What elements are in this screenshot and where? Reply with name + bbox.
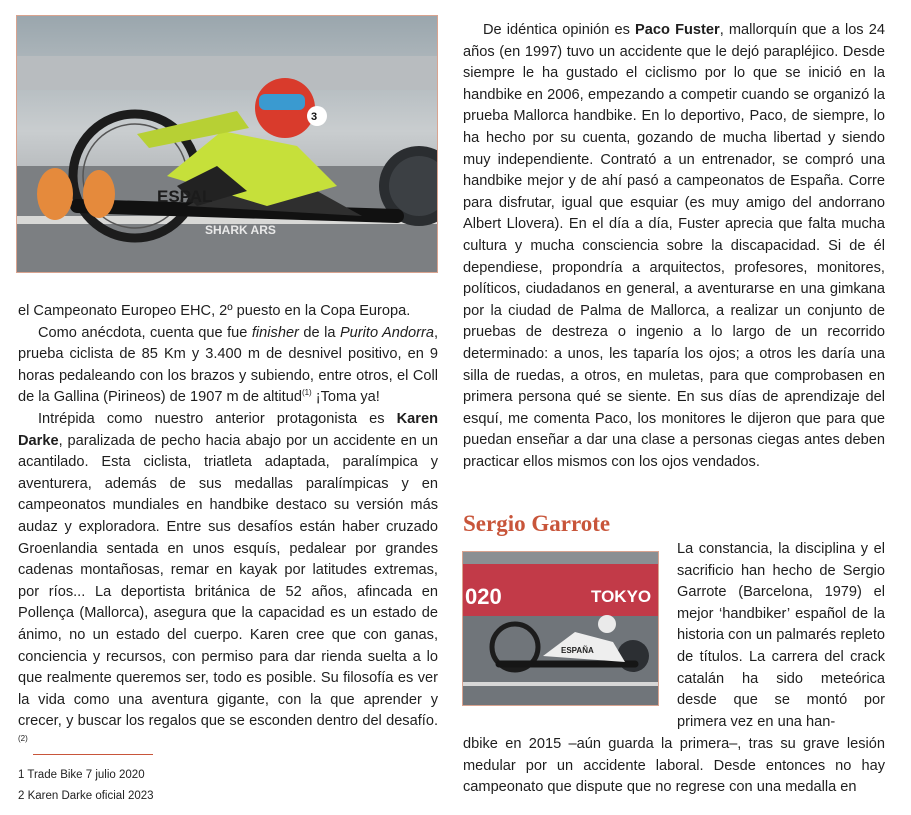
- photo-handbike-racer: [16, 15, 438, 273]
- footnote-2: 2 Karen Darke oficial 2023: [18, 790, 154, 802]
- anecdote-text-a: Como anécdota, cuenta que fue: [38, 324, 252, 341]
- left-paragraph-karen: [18, 409, 438, 755]
- section-heading-sergio-garrote: Sergio Garrote: [463, 511, 611, 536]
- anecdote-text-d: ¡Toma ya!: [311, 389, 380, 406]
- right-paragraph-paco: [463, 20, 885, 473]
- anecdote-finisher: finisher: [251, 324, 299, 341]
- photo-handbike-racer-illustration: [17, 16, 437, 272]
- anecdote-text-c: , prueba ciclista de 85 Km y 3.400 m de desnivel positivo, en 9 horas pedaleando con los brazos y subiendo, entre otros, el Coll de la Gallina (Pirineos) de 1907 m de altitud: [18, 324, 438, 406]
- sergio-wrap-text: [677, 539, 885, 733]
- footnote-ref-1: (1): [301, 388, 312, 398]
- footnotes: [18, 765, 154, 807]
- anecdote-text-b: de la: [298, 324, 340, 341]
- photo-jersey-country: ESPAÑA: [561, 646, 594, 655]
- footnote-ref-2: (2): [18, 734, 28, 744]
- photo-frame-brand: SHARK ARS: [205, 223, 276, 237]
- karen-name: Karen Darke: [18, 410, 438, 449]
- footnote-1: 1 Trade Bike 7 julio 2020: [18, 769, 145, 781]
- photo-banner-city: TOKYO: [591, 587, 652, 606]
- left-paragraph-anecdote: [18, 323, 438, 409]
- sergio-paragraph-bottom: dbike en 2015 –aún guarda la primera–, tras su grave lesión medular por un accidente laboral. Desde entonces no hay campeonato que dispute que no regrese con una medalla en: [463, 736, 885, 796]
- left-paragraph-0: el Campeonato Europeo EHC, 2º puesto en la Copa Europa.: [18, 303, 411, 319]
- paco-text-b: , mallorquín que a los 24 años (en 1997) tuvo un accidente que le dejó parapléjico. Desde siempre le ha gustado el ciclismo por lo que se inició en la handbike en 2006, empezando a competir cuando se organizó la prueba Mallorca handbike. En lo deportivo, Paco, de siempre, lo ha hecho por su cuenta, gozando de mucha libertad y siendo muy independiente. Contrató a un entrenador, se compró una handbike mejor y de ahí pasó a campeonatos de España. Corre para disfrutar, igual que esquiar (es muy amigo del andorrano Albert Llovera). En el día a día, Fuster aprecia que falta mucha cultura y mucha consciencia sobre la discapacidad. Si de él dependiese, propondría a arquitectos, profesores, monitores, políticos, ciudadanos en general, a aventurarse en una gimkana por la ciudad de Palma de Mallorca, a realizar un conjunto de pruebas de destreza o ingenio a lo largo de un recorrido determinado: a unos, les taparía los ojos; a otros les daría una silla de ruedas, a otros, en muletas, para que comprobasen en primera persona qué se siente. En sus días de aprendizaje del esquí, me comenta Paco, los monitores le dijeron que para que puedan enseñar a dar una clase a personas ciegas antes deben practicar ellos mismos con los ojos vendados.: [463, 22, 885, 470]
- paco-name: Paco Fuster: [635, 22, 720, 38]
- sergio-paragraph-top: La constancia, la disciplina y el sacrificio han hecho de Sergio Garrote (Barcelona, 1979) el mejor ‘handbiker’ español de la historia con un palmarés repleto de títulos. La carrera del crack catalán ha sido meteórica desde que se montó por primera vez en una han-: [677, 541, 885, 730]
- anecdote-race-name: Purito Andorra: [339, 324, 434, 341]
- photo-sergio-garrote-tokyo: [462, 551, 659, 706]
- sergio-full-text: [463, 734, 885, 799]
- photo-jersey-brand: ESPAL: [157, 187, 213, 206]
- karen-text-a: Intrépida como nuestro anterior protagonista es: [38, 410, 397, 427]
- photo-bib-number: 3: [311, 111, 318, 123]
- right-column: [463, 20, 885, 473]
- left-column: [18, 301, 438, 754]
- karen-text-b: , paralizada de pecho hacia abajo por un accidente en un acantilado. Esta ciclista, triatleta adaptada, paralímpica y aventurera, además de sus medallas paralímpicas y en campeonatos mundiales en handbike destaco su versión más audaz y exploradora. Entre sus desafíos están haber cruzado Groenlandia sentada en unos esquís, pedalear por grandes cadenas montañosas, remar en kayak por latitudes extremas, por ríos... La deportista británica de 52 años, afincada en Pollença (Mallorca), asegura que la capacidad es un estado de ánimo, no un estado del cuerpo. Karen cree que con ganas, conciencia y recursos, con permiso para dar rienda suelta a lo que realmente queremos ser, todo es posible. Su filosofía es ver la vida como una aventura gigante, con la que aprender y crecer, y buscar los regalos que se esconden dentro del desafío.: [18, 432, 438, 730]
- paco-text-a: De idéntica opinión es: [483, 22, 636, 38]
- photo-sergio-garrote-illustration: [463, 552, 658, 705]
- photo-banner-year: 020: [465, 584, 502, 609]
- footnote-divider: [33, 754, 153, 755]
